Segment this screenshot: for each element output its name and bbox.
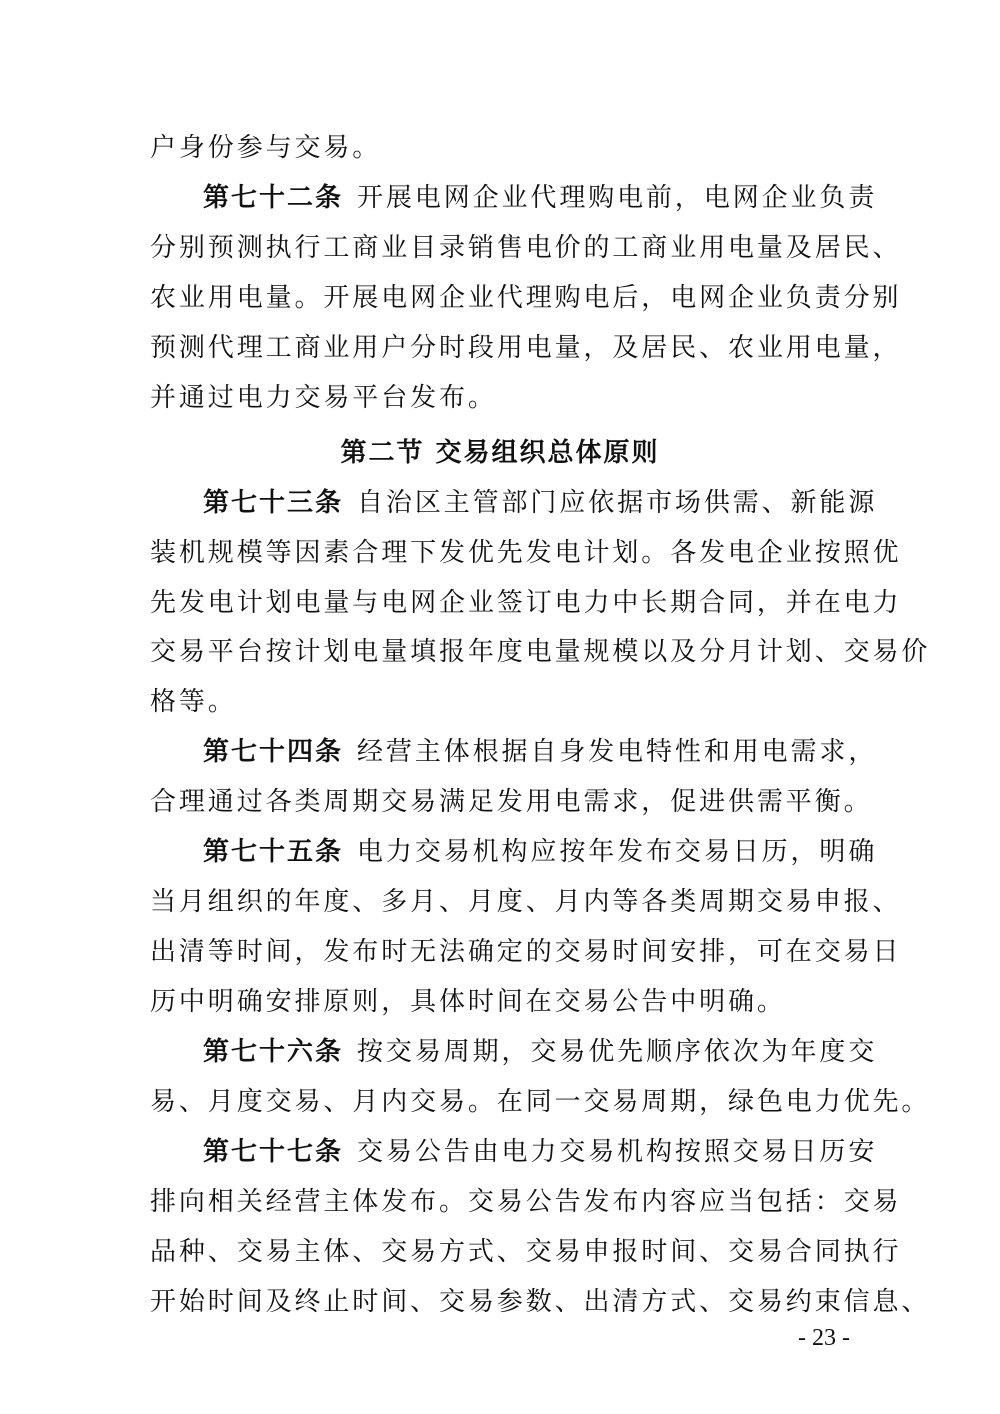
article-76-first-line: [203, 1032, 878, 1072]
article-72-first-line: [203, 178, 878, 218]
paragraph-line: 品种、交易主体、交易方式、交易申报时间、交易合同执行: [150, 1237, 902, 1267]
article-76-label: 第七十六条: [203, 1037, 344, 1067]
paragraph-line: 预测代理工商业用户分时段用电量，及居民、农业用电量，: [150, 333, 902, 363]
paragraph-line: 历中明确安排原则，具体时间在交易公告中明确。: [150, 987, 786, 1017]
article-73-first-line: [203, 483, 878, 523]
paragraph-line: 易、月度交易、月内交易。在同一交易周期，绿色电力优先。: [150, 1087, 931, 1117]
paragraph-line: 并通过电力交易平台发布。: [150, 383, 497, 413]
article-75-label: 第七十五条: [203, 837, 344, 867]
article-77-label: 第七十七条: [203, 1137, 344, 1167]
paragraph-line: 出清等时间，发布时无法确定的交易时间安排，可在交易日: [150, 937, 902, 967]
paragraph-line: 装机规模等因素合理下发优先发电计划。各发电企业按照优: [150, 538, 902, 568]
section-heading: 第二节 交易组织总体原则: [340, 438, 660, 468]
paragraph-line: 格等。: [150, 687, 237, 717]
article-74-first-line: [203, 732, 878, 772]
paragraph-line: 交易公告由电力交易机构按照交易日历安: [357, 1137, 878, 1167]
paragraph-line: 户身份参与交易。: [150, 133, 382, 163]
page-number: - 23 -: [798, 1325, 850, 1351]
paragraph-line: 交易平台按计划电量填报年度电量规模以及分月计划、交易价: [150, 637, 931, 667]
paragraph-line: 开展电网企业代理购电前，电网企业负责: [357, 183, 878, 213]
article-73-label: 第七十三条: [203, 488, 344, 518]
paragraph-line: 经营主体根据自身发电特性和用电需求，: [357, 737, 878, 767]
paragraph-line: 先发电计划电量与电网企业签订电力中长期合同，并在电力: [150, 588, 902, 618]
paragraph-line: 当月组织的年度、多月、月度、月内等各类周期交易申报、: [150, 887, 902, 917]
paragraph-line: 农业用电量。开展电网企业代理购电后，电网企业负责分别: [150, 283, 902, 313]
paragraph-line: 排向相关经营主体发布。交易公告发布内容应当包括：交易: [150, 1187, 902, 1217]
article-75-first-line: [203, 832, 878, 872]
paragraph-line: 开始时间及终止时间、交易参数、出清方式、交易约束信息、: [150, 1287, 931, 1317]
article-74-label: 第七十四条: [203, 737, 344, 767]
paragraph-line: 按交易周期，交易优先顺序依次为年度交: [357, 1037, 878, 1067]
article-72-label: 第七十二条: [203, 183, 344, 213]
article-77-first-line: [203, 1132, 878, 1172]
paragraph-line: 自治区主管部门应依据市场供需、新能源: [357, 488, 878, 518]
paragraph-line: 分别预测执行工商业目录销售电价的工商业用电量及居民、: [150, 233, 902, 263]
paragraph-line: 电力交易机构应按年发布交易日历，明确: [357, 837, 878, 867]
paragraph-line: 合理通过各类周期交易满足发用电需求，促进供需平衡。: [150, 787, 873, 817]
